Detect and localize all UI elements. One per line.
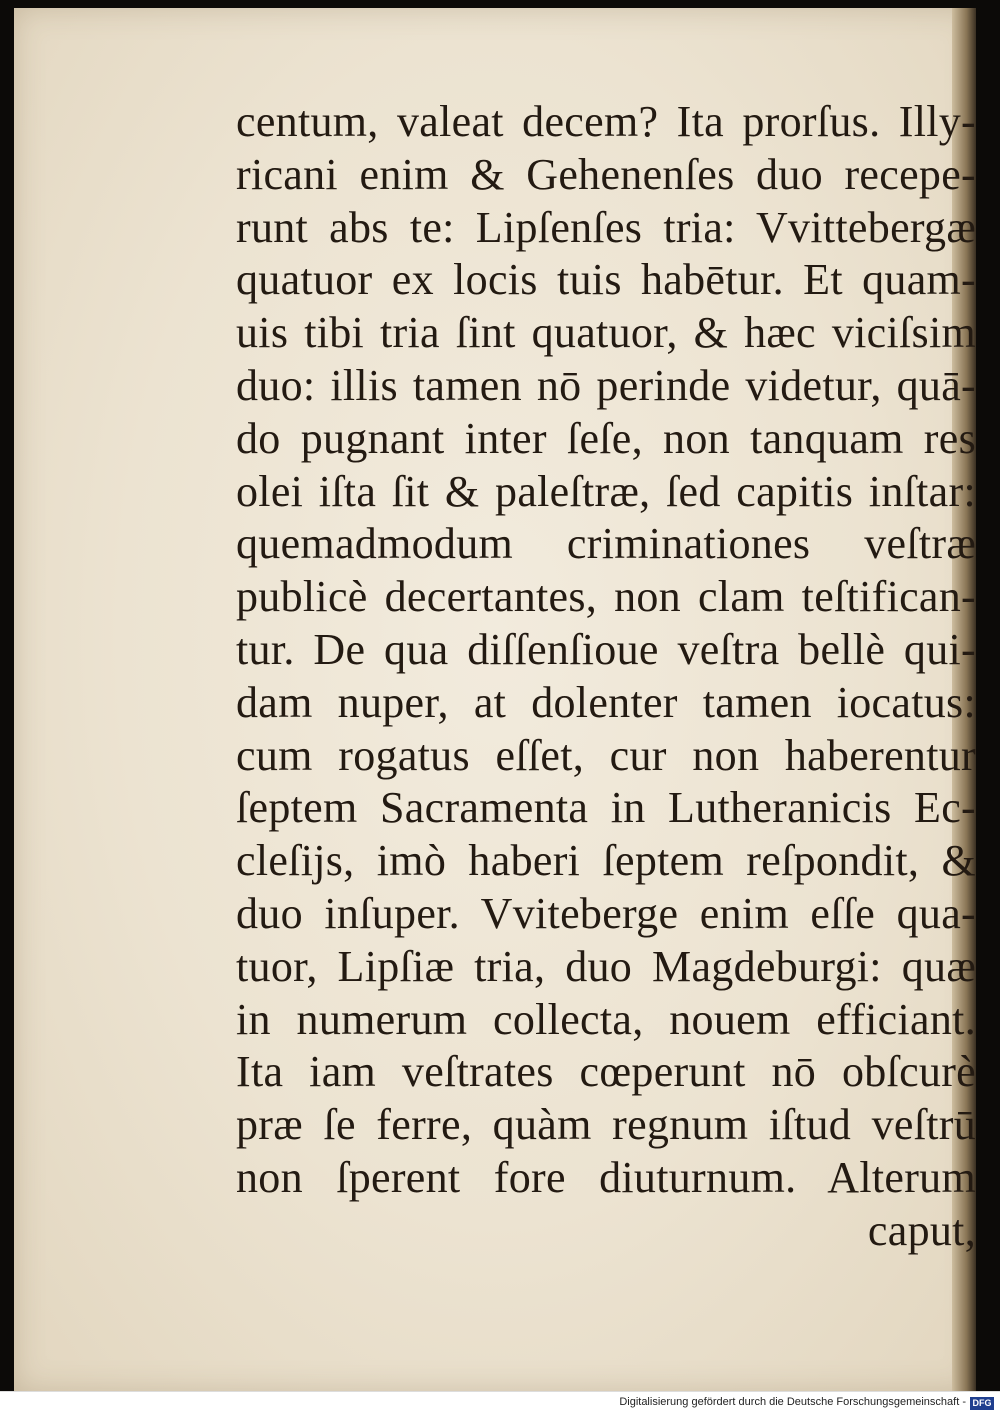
text-line: runt abs te: Lipſenſes tria: Vvittebergæ bbox=[236, 202, 976, 252]
text-line: publicè decertantes, non clam teſtifican- bbox=[236, 572, 976, 622]
text-line: in numerum collecta, nouem efficiant. bbox=[236, 994, 976, 1044]
text-line: ricani enim & Gehenenſes duo recepe- bbox=[236, 149, 976, 199]
text-line: duo: illis tamen nō perinde videtur, quā- bbox=[236, 360, 976, 410]
footer-bar bbox=[0, 1391, 1000, 1416]
text-line: quemadmodum criminationes veſtræ bbox=[236, 519, 976, 569]
text-line: duo inſuper. Vviteberge enim eſſe qua- bbox=[236, 888, 976, 938]
text-line: tuor, Lipſiæ tria, duo Magdeburgi: quæ bbox=[236, 941, 976, 991]
text-line: uis tibi tria ſint quatuor, & hæc viciſsim bbox=[236, 308, 976, 358]
text-line: tur. De qua diſſenſioue veſtra bellè qui- bbox=[236, 624, 976, 674]
text-line: Ita iam veſtrates cœperunt nō obſcurè bbox=[236, 1047, 976, 1097]
dfg-logo: DFG bbox=[970, 1397, 994, 1410]
text-block bbox=[236, 96, 976, 1258]
text-line: olei iſta ſit & paleſtræ, ſed capitis inſtar: bbox=[236, 466, 976, 516]
book-page bbox=[14, 8, 976, 1392]
text-line: præ ſe ferre, quàm regnum iſtud veſtrū bbox=[236, 1100, 976, 1150]
text-line: cleſijs, imò haberi ſeptem reſpondit, & bbox=[236, 836, 976, 886]
text-line: dam nuper, at dolenter tamen iocatus: bbox=[236, 677, 976, 727]
text-line: do pugnant inter ſeſe, non tanquam res bbox=[236, 413, 976, 463]
text-line: cum rogatus eſſet, cur non haberentur bbox=[236, 730, 976, 780]
text-line: centum, valeat decem? Ita prorſus. Illy- bbox=[236, 97, 976, 146]
text-line: non ſperent fore diuturnum. Alterum bbox=[236, 1152, 976, 1202]
catchword: caput, bbox=[867, 1205, 976, 1255]
text-line: quatuor ex locis tuis habētur. Et quam- bbox=[236, 255, 976, 305]
text-line: ſeptem Sacramenta in Lutheranicis Ec- bbox=[236, 783, 976, 833]
funding-credit: Digitalisierung gefördert durch die Deutsche Forschungsgemeinschaft - bbox=[619, 1396, 966, 1408]
